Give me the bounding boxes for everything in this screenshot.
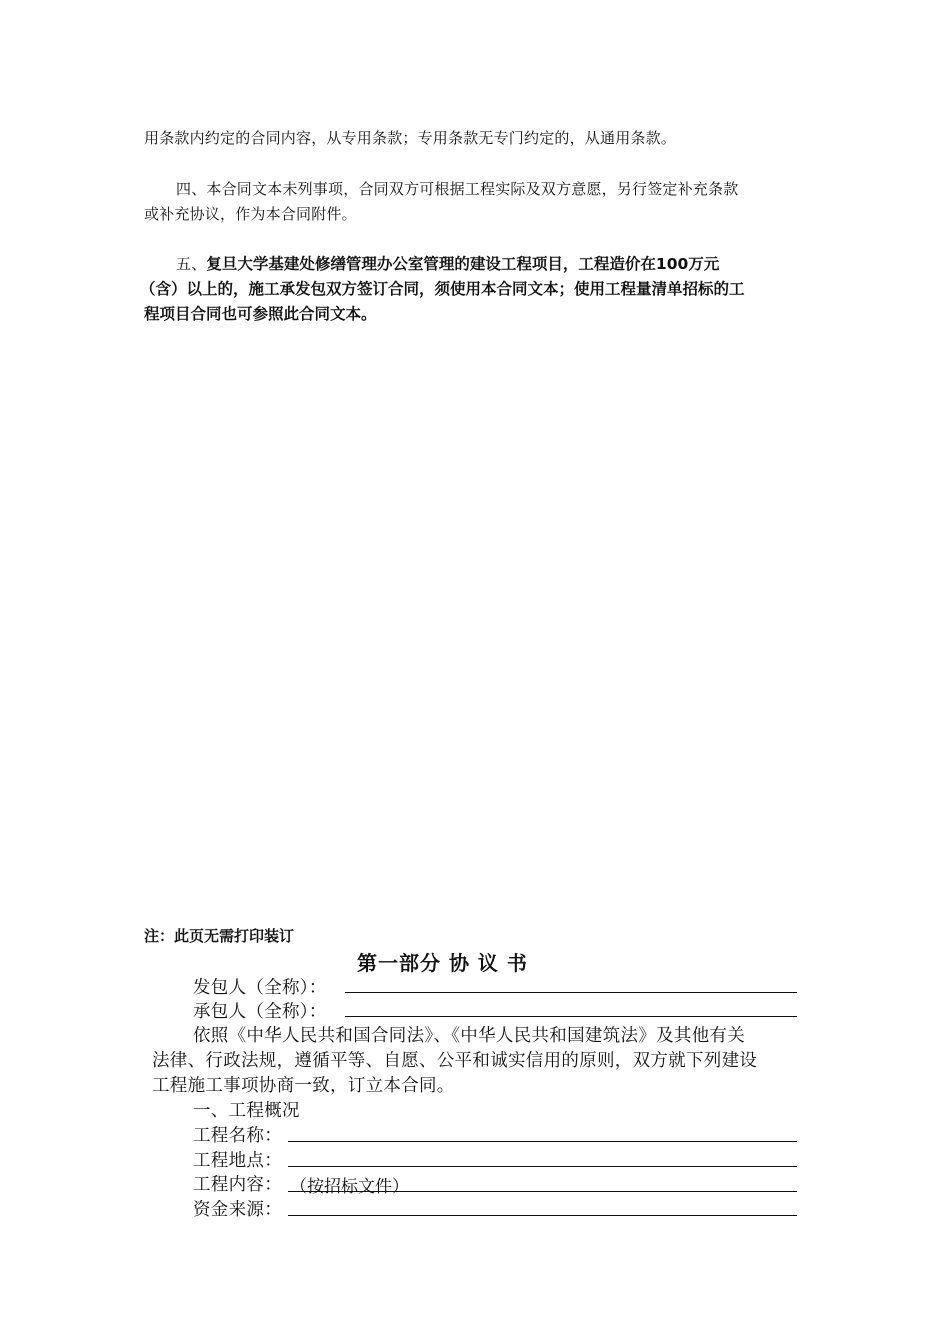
section-heading-overview: 一、工程概况 — [193, 1101, 300, 1121]
contractor-label: 承包人（全称）： — [193, 1002, 327, 1022]
project-content-value: （按招标文件） — [290, 1177, 409, 1197]
project-content-blank-line — [288, 1191, 797, 1192]
project-location-label: 工程地点： — [193, 1151, 282, 1171]
basis-line1: 依照《中华人民共和国合同法》、《中华人民共和国建筑法》及其他有关 — [193, 1026, 746, 1046]
project-name-label: 工程名称： — [193, 1126, 282, 1146]
basis-line2: 法律、行政法规，遵循平等、自愿、公平和诚实信用的原则，双方就下列建设 — [152, 1051, 758, 1071]
agreement-title: 第一部分 协 议 书 — [357, 951, 528, 975]
project-name-blank-line — [288, 1141, 797, 1142]
contractor-blank-line — [345, 1016, 797, 1017]
funding-source-label: 资金来源： — [193, 1200, 282, 1220]
employer-blank-line — [345, 992, 797, 993]
employer-label: 发包人（全称）： — [193, 978, 327, 998]
clause-continuation: 用条款内约定的合同内容，从专用条款；专用条款无专门约定的，从通用条款。 — [144, 129, 677, 147]
clause-four-line1: 四、本合同文本未列事项，合同双方可根据工程实际及双方意愿，另行签定补充条款 — [176, 180, 739, 198]
clause-five-text-1: 复旦大学基建处修缮管理办公室管理的建设工程项目，工程造价在100万元 — [206, 255, 720, 273]
project-content-label: 工程内容： — [193, 1175, 282, 1195]
project-location-blank-line — [288, 1166, 797, 1167]
basis-line3: 工程施工事项协商一致，订立本合同。 — [152, 1076, 455, 1096]
clause-five-prefix: 五、 — [176, 255, 207, 273]
clause-five-line2: （含）以上的，施工承发包双方签订合同，须使用本合同文本；使用工程量清单招标的工 — [140, 280, 745, 298]
clause-four-line2: 或补充协议，作为本合同附件。 — [144, 205, 357, 223]
clause-five-line1 — [176, 252, 719, 274]
funding-source-blank-line — [288, 1215, 797, 1216]
clause-five-line3: 程项目合同也可参照此合同文本。 — [144, 305, 377, 323]
print-note: 注：此页无需打印装订 — [144, 927, 295, 945]
